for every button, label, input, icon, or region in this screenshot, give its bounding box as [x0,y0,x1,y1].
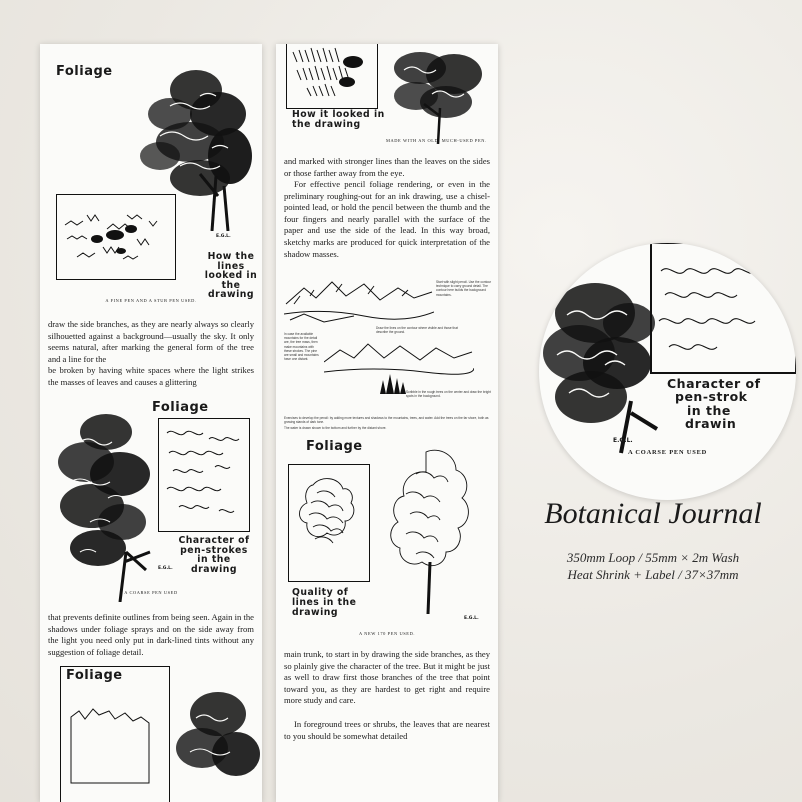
circle-caption: A COARSE PEN USED [627,449,708,456]
paragraph-1: draw the side branches, as they are nearly always so clearly silhouetted against a background—usually the sky. It only seems natural, after marking the general form of the tree and a line for the [48,319,254,364]
caption-mid: A COARSE PEN USED [124,590,178,595]
sketch-strokes [57,195,175,279]
character-label-line-3: in the [197,554,231,566]
caption-top: A FINE PEN AND A STUB PEN USED. [105,298,197,303]
tree-illustration-right [376,444,486,614]
product-spec-line-2: Heat Shrink + Label / 37×37mm [567,567,739,582]
tree-illustration-mid [50,402,160,602]
note-footer-2: The water is drawn shown to the bottom and further by the distant shore. [284,426,387,430]
circle-label-line-2: pen-strok [675,389,748,405]
character-label [174,536,254,574]
character-frame [158,418,250,532]
quality-label-line-1: Quality of [292,587,349,598]
character-strokes [159,419,249,531]
bottom-sketch [61,667,169,802]
top-label [292,110,385,130]
note-mid: Draw the lines on the contour where visible and those that describe the ground. [376,326,458,335]
caption-right: A NEW 170 PEN USED. [358,631,416,636]
product-spec-line-1: 350mm Loop / 55mm × 2m Wash [566,550,740,565]
sketch-label-line-4: the drawing [207,279,255,301]
mountain-sketch-bottom [324,332,474,398]
sketch-label [200,252,262,300]
sketch-frame-top [56,194,176,280]
note-footer-1: Exercises to develop the pencil: by adding more textures and shadows to the mountains, trees, and water. Add the trees on the far shore, both as growing stands of dark tone. [284,416,489,425]
character-label-line-1: Character of [178,535,250,546]
tree-illustration-top-right [380,44,492,144]
paragraph-right-4: In foreground trees or shrubs, the leaves that are nearest to you should be somewhat detailed [284,719,490,741]
note-right: Start with slight pencil. Use the contour technique to carry ground detail. The contour here builds the background mountains. [436,280,492,297]
quality-strokes [289,465,369,581]
sketch-label-line-1: How the [207,251,255,262]
paragraph-right-2: For effective pencil foliage rendering, or even in the preliminary roughing-out for an ink drawing, use a chisel-pointed lead, or hold the pencil between the thumb and the four fingers and nearly parallel with the surface of the paper and use the side of the lead. In this way broad, sketchy marks are produced for quick interpretation of the shadow masses. [284,179,490,259]
circle-label [539,243,796,500]
sketch-label-line-2: lines [217,260,245,272]
sketch-label-line-3: looked in [204,270,258,282]
caption-top-right: MADE WITH AN OLD, MUCH-USED PEN. [386,138,487,143]
heading-foliage-bottom: Foliage [66,668,123,683]
note-left: In case the available mountains for the detail are, the tree mass, then make mountains with these strokes. The pine are small and mountains have one distant. [284,332,319,362]
circle-tree-illustration [539,243,796,500]
paragraph-3: that prevents definite outlines from being seen. Again in the shadows under foliage sprays and on the side away from the light you need only put in dark-lined tints without any suggestion of foliage detail. [48,612,254,657]
washi-strip-left [40,44,262,802]
quality-label-line-2: lines in the [292,597,357,608]
washi-strip-right [276,44,498,802]
mountain-sketch-top [284,274,434,326]
bottom-frame [60,666,170,802]
circle-label-line-1: Character of [667,376,761,391]
top-frame [286,44,378,109]
signature-mid: E.G.L. [158,566,173,571]
quality-label-line-3: drawing [292,607,339,618]
paragraph-2: be broken by having white spaces where the light strikes the masses of leaves and causes a glittering [48,365,254,387]
character-label-line-4: drawing [190,563,238,575]
character-label-line-2: pen-strokes [180,544,248,556]
top-label-line-1: How it looked in [292,109,385,120]
circle-label-line-3: in the [687,402,731,418]
tree-illustration-bottom [166,674,262,802]
quality-frame [288,464,370,582]
top-frame-strokes [287,44,377,108]
quality-label [292,588,356,618]
signature-top: E.G.L. [216,234,231,239]
paragraph-right-3: main trunk, to start in by drawing the side branches, as they so plainly give the character of the tree. But it might be just as well to draw first those branches of the tree that point toward you, as they are hardest to get right and require more study and care. [284,649,490,706]
note-bottom: Scribble in the rough trees on the center and draw the bright spots in the background. [406,390,491,399]
circle-character-label [667,377,761,431]
heading-foliage-top: Foliage [56,64,113,79]
top-label-line-2: the drawing [292,119,361,130]
heading-foliage-mid: Foliage [152,400,209,415]
product-title: Botanical Journal [544,497,762,530]
paragraph-right-1: and marked with stronger lines than the leaves on the sides or those farther away from the eye. [284,156,490,178]
circle-signature: E.G.L. [613,437,633,444]
heading-foliage-right: Foliage [306,439,363,454]
signature-right: E.G.L. [464,616,479,621]
circle-label-line-4: drawin [685,416,737,432]
